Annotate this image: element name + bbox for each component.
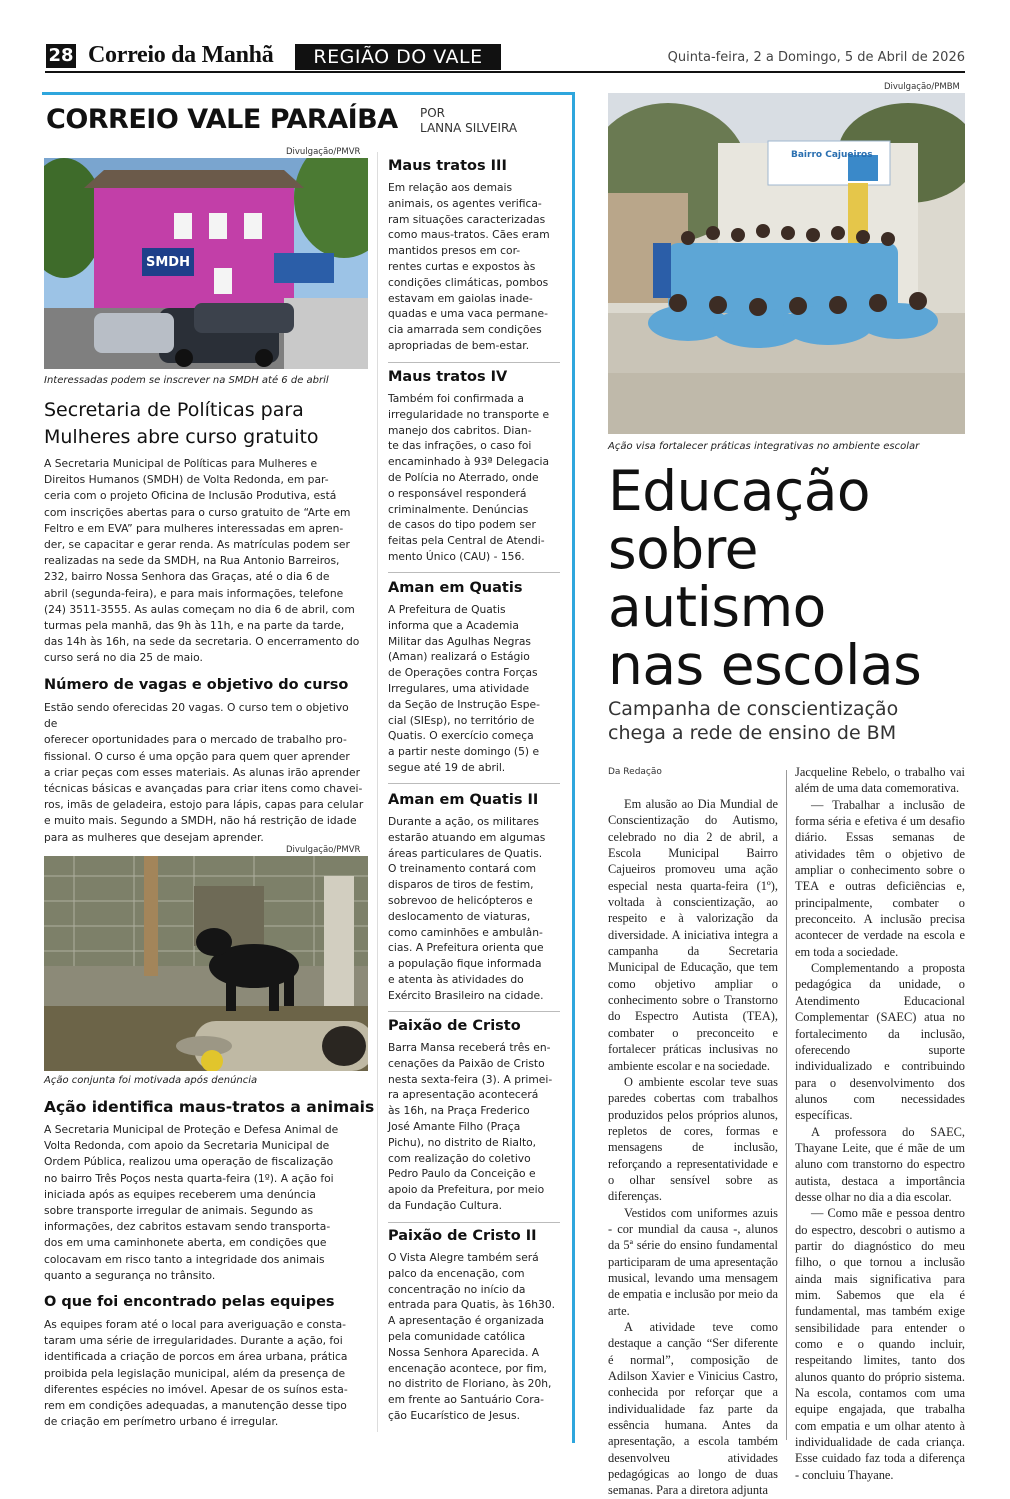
note-body xyxy=(388,602,568,776)
note-line: irregularidade no transporte e xyxy=(388,407,550,421)
note-line: de casos do tipo podem ser xyxy=(388,518,536,532)
note-title: Aman em Quatis xyxy=(388,580,523,596)
note-title: Aman em Quatis II xyxy=(388,792,539,808)
note-line: da Fundação Cultura. xyxy=(388,1198,503,1212)
body-line: informações, dez cabritos estavam sendo transporta- xyxy=(44,1220,331,1234)
note-line: te das infrações, o caso foi xyxy=(388,439,532,453)
body-line: Volta Redonda, com apoio da Secretaria Municipal de xyxy=(44,1139,330,1153)
note-line: criminalmente. Denúncias xyxy=(388,502,529,516)
body-line: rem em condições adequadas, a manutenção desse tipo xyxy=(44,1399,347,1413)
headline-line: autismo xyxy=(608,575,826,639)
column-title: CORREIO VALE PARAÍBA xyxy=(46,104,398,135)
body-line: Ordem Pública, realizou uma operação de fiscalização xyxy=(44,1155,334,1169)
note-line: concentração no início da xyxy=(388,1282,526,1296)
note-line: encaminhado à 93ª Delegacia xyxy=(388,455,550,469)
note-line: Barra Mansa receberá três en- xyxy=(388,1041,551,1054)
article-paragraph: Em alusão ao Dia Mundial de Conscientização do Autismo, celebrado no dia 2 de abril, a Escola Municipal Bairro Cajueiros promoveu uma ação especial nesta quarta-feira (1º), voltada à conscientização, ao respeito e à valorização da diversidade. A iniciativa integra a campanha da Secretaria Municipal de Educação, que tem como objetivo ampliar o conhecimento sobre o Transtorno do Espectro Autista (TEA), combater o preconceito e fortalecer práticas inclusivas no ambiente escolar e na sociedade. xyxy=(608,797,778,1073)
subtitle-line: Campanha de conscientização xyxy=(608,698,899,720)
note-line: com realização do coletivo xyxy=(388,1151,531,1165)
body-line: der, se capacitar e gerar renda. As matrículas podem ser xyxy=(44,538,350,552)
body-line: para as mulheres que desejam aprender. xyxy=(44,830,264,844)
note-line: José Amante Filho (Praça xyxy=(388,1119,521,1133)
note-line: encenação acontece, por fim, xyxy=(388,1361,547,1375)
note-line: Também foi confirmada a xyxy=(388,392,524,405)
note-line: ram situações caracterizadas xyxy=(388,212,546,226)
photo-caption: Interessadas podem se inscrever na SMDH até 6 de abril xyxy=(44,375,329,386)
body-line: identificada a criação de porcos em área urbana, prática xyxy=(44,1350,348,1364)
note-line: Em relação aos demais xyxy=(388,181,513,194)
note-body xyxy=(388,391,568,565)
body-line: turmas pela manhã, das 9h às 11h, e na parte da tarde, xyxy=(44,619,345,633)
article-paragraph: A atividade teve como destaque a canção “Ser diferente é normal”, composição de Adilson Xavier e Vinicius Castro, conhecida por reforçar que a individualidade faz parte da essência humana. Antes da apresentação, a escola também desenvolveu atividades pedagógicas ao longo de duas semanas. Para a diretora adjunta xyxy=(608,1320,778,1498)
story-subhead: Número de vagas e objetivo do curso xyxy=(44,677,349,693)
body-line: e muito mais. Segundo a SMDH, não há restrição de idade xyxy=(44,814,357,828)
note-body xyxy=(388,1040,568,1214)
article-paragraph: Jacqueline Rebelo, o trabalho vai além de uma data comemorativa. xyxy=(795,765,965,796)
dog-illustration xyxy=(44,856,368,1071)
article-paragraph: Complementando a proposta pedagógica da unidade, o Atendimento Educacional Complementar (SAEC) atua no fortalecimento da inclusão, oferecendo suporte individualizado e contribuindo para o desenvolvimento dos alunos com necessidades específicas. xyxy=(795,961,965,1123)
note-line: cias. A Prefeitura orienta que xyxy=(388,941,544,955)
section-label: REGIÃO DO VALE xyxy=(295,44,501,70)
note-line: Pichu), no distrito de Rialto, xyxy=(388,1135,537,1149)
note-separator xyxy=(388,362,560,363)
smdh-building-illustration xyxy=(44,158,368,369)
note-line: estavam em gaiolas inade- xyxy=(388,291,533,305)
school-sign-text: Bairro Cajueiros xyxy=(791,150,873,160)
school-photo xyxy=(608,93,965,434)
article-paragraph: Vestidos com uniformes azuis - cor mundial da causa -, alunos da 5ª série do ensino fundamental participaram de uma apresentação musical, levando uma mensagem de empatia e inclusão por meio da arte. xyxy=(608,1205,778,1318)
body-line: (24) 3511-3555. As aulas começam no dia 6 de abril, com xyxy=(44,602,355,616)
story-headline xyxy=(44,397,319,451)
note-line: em frente ao Santuário Cora- xyxy=(388,1393,545,1407)
body-line: realizadas na sede da SMDH, na Rua Antonio Barreiros, xyxy=(44,554,340,568)
article-paragraph: — Trabalhar a inclusão de forma séria e efetiva é um desafio diário. Essas semanas de atividades têm o objetivo de ampliar o conhecimento sobre o TEA e outras deficiências e, principalmente, combater o preconceito. A inclusão precisa acontecer de verdade na escola e em toda a sociedade. xyxy=(795,797,965,959)
main-subtitle xyxy=(608,697,898,745)
note-line: de Polícia no Aterrado, onde xyxy=(388,470,539,484)
body-line: quanto a segurança no trânsito. xyxy=(44,1268,216,1282)
note-line: a população fique informada xyxy=(388,957,542,971)
note-line: Quatis. O exercício começa xyxy=(388,729,534,743)
note-title: Maus tratos III xyxy=(388,158,507,174)
body-line: diferentes espécies no imóvel. Apesar de os suínos esta- xyxy=(44,1382,348,1396)
note-line: mantidos presos em cor- xyxy=(388,244,521,258)
note-line: às 16h, na Praça Frederico xyxy=(388,1104,530,1118)
headline-line: Mulheres abre curso gratuito xyxy=(44,426,319,448)
body-line: com inscrições abertas para o curso gratuito de “Arte em xyxy=(44,505,351,519)
note-line: estarão atuando em algumas xyxy=(388,830,546,844)
note-line: ção Eucarístico de Jesus. xyxy=(388,1408,521,1422)
animal-photo xyxy=(44,856,368,1071)
note-line: Exército Brasileiro na cidade. xyxy=(388,988,544,1002)
note-line: A Prefeitura de Quatis xyxy=(388,603,506,616)
body-line: Direitos Humanos (SMDH) de Volta Redonda, em par- xyxy=(44,473,329,487)
note-line: ra apresentação acontecerá xyxy=(388,1088,539,1102)
note-line: de Operações contra Forças xyxy=(388,666,538,680)
note-line: O treinamento contará com xyxy=(388,862,537,876)
article-author: Da Redação xyxy=(608,767,662,777)
masthead: Correio da Manhã xyxy=(88,42,274,68)
article-paragraph: A professora do SAEC, Thayane Leite, que é mãe de um aluno com transtorno do espectro autista, destaca a importância desse olhar no dia a dia escolar. xyxy=(795,1124,965,1204)
smdh-sign-text: SMDH xyxy=(146,255,190,270)
note-body xyxy=(388,180,568,354)
column-divider xyxy=(377,152,378,1432)
note-line: cia amarrada sem condições xyxy=(388,323,542,337)
body-line: As equipes foram até o local para averiguação e consta- xyxy=(44,1318,346,1331)
body-line: ros, imãs de geladeira, estojo para lápis, capas para celular xyxy=(44,798,364,812)
note-line: como caminhões e ambulân- xyxy=(388,925,543,939)
note-line: e atenta às atividades do xyxy=(388,972,524,986)
students-illustration xyxy=(608,93,965,434)
body-line: iniciada após as equipes receberem uma denúncia xyxy=(44,1187,316,1201)
body-line: fissional. O curso é uma opção para quem quer aprender xyxy=(44,749,350,763)
note-line: cial (SIEsp), no território de xyxy=(388,713,535,727)
main-headline xyxy=(608,459,922,697)
body-line: no bairro Três Poços nesta quarta-feira (1º). A ação foi xyxy=(44,1171,334,1185)
article-paragraph: — Como mãe e pessoa dentro do espectro, descobri o autismo a partir do diagnóstico do meu filho, o que tornou a inclusão ainda mais significativa para mim. Sabemos que ela é fundamental, mas também exige sensibilidade para entender o como e o quando incluir, respeitando limites, tanto dos alunos quanto do próprio sistema. Na escola, contamos com uma equipe engajada, que trabalha com empatia e um olhar atento à individualidade de cada criança. Esse cuidado faz toda a diferença - concluiu Thayane. xyxy=(795,1206,965,1482)
note-line: pela comunidade católica xyxy=(388,1329,526,1343)
photo-credit: Divulgação/PMBM xyxy=(884,82,960,92)
story-subhead: O que foi encontrado pelas equipes xyxy=(44,1294,335,1310)
body-line: colocavam em risco tanto a integridade dos animais xyxy=(44,1252,325,1266)
note-body xyxy=(388,814,568,1004)
note-line: sobrevoo de helicópteros e xyxy=(388,893,533,907)
body-line: abril (segunda-feira), e para mais informações, telefone xyxy=(44,586,344,600)
article-column-1 xyxy=(608,796,778,1498)
note-line: O Vista Alegre também será xyxy=(388,1251,539,1264)
body-line: proibida pela legislação municipal, além da presença de xyxy=(44,1366,346,1380)
body-line: taram uma série de irregularidades. Durante a ação, foi xyxy=(44,1334,343,1348)
column-byline xyxy=(420,106,517,136)
header-rule xyxy=(45,71,965,73)
note-line: entrada para Quatis, às 16h30. xyxy=(388,1298,556,1312)
headline-line: nas escolas xyxy=(608,633,922,697)
byline-author: LANNA SILVEIRA xyxy=(420,121,518,135)
story-body xyxy=(44,1122,364,1284)
note-line: Nossa Senhora Aparecida. A xyxy=(388,1345,540,1359)
note-line: como maus-tratos. Cães eram xyxy=(388,228,550,242)
note-line: quadas e uma vaca permane- xyxy=(388,307,548,321)
note-line: mento Único (CAU) - 156. xyxy=(388,549,525,563)
page-number: 28 xyxy=(46,44,76,68)
note-line: manejo dos cabritos. Dian- xyxy=(388,423,532,437)
story-headline: Ação identifica maus-tratos a animais xyxy=(44,1098,375,1116)
note-separator xyxy=(388,1222,560,1223)
note-line: disparos de tiros de festim, xyxy=(388,878,534,892)
note-line: no distrito de Floriano, às 20h, xyxy=(388,1377,552,1391)
note-line: Militar das Agulhas Negras xyxy=(388,634,531,648)
note-line: feitas pela Central de Atendi- xyxy=(388,534,545,548)
body-line: dos em uma caminhonete aberta, em condições que xyxy=(44,1236,327,1250)
note-line: a partir neste domingo (5) e xyxy=(388,745,540,759)
body-line: Estão sendo oferecidas 20 vagas. O curso tem o objetivo de xyxy=(44,701,349,731)
note-title: Paixão de Cristo xyxy=(388,1018,521,1034)
photo-caption: Ação conjunta foi motivada após denúncia xyxy=(44,1075,258,1086)
note-separator xyxy=(388,1011,560,1012)
note-line: segue até 19 de abril. xyxy=(388,760,506,774)
body-line: sobre transporte irregular de animais. Segundo as xyxy=(44,1204,314,1218)
article-column-2 xyxy=(795,764,965,1482)
note-line: condições climáticas, pombos xyxy=(388,275,549,289)
note-line: palco da encenação, com xyxy=(388,1266,525,1280)
headline-line: Educação xyxy=(608,459,871,523)
note-line: informa que a Academia xyxy=(388,618,519,632)
body-line: ceria com o projeto Oficina de Inclusão Produtiva, está xyxy=(44,489,337,503)
photo-caption: Ação visa fortalecer práticas integrativas no ambiente escolar xyxy=(608,441,920,452)
note-line: animais, os agentes verifica- xyxy=(388,196,542,210)
note-line: Pedro Paulo da Conceição e xyxy=(388,1167,536,1181)
note-line: apoio da Prefeitura, por meio xyxy=(388,1183,545,1197)
body-line: A Secretaria Municipal de Políticas para Mulheres e xyxy=(44,457,318,470)
body-line: curso será no dia 25 de maio. xyxy=(44,651,203,665)
note-line: deslocamento de viaturas, xyxy=(388,909,531,923)
byline-label: POR xyxy=(420,106,446,120)
body-line: 232, bairro Nossa Senhora das Graças, até o dia 6 de xyxy=(44,570,330,584)
photo-credit: Divulgação/PMVR xyxy=(286,845,361,855)
note-line: (Aman) realizará o Estágio xyxy=(388,650,530,664)
note-line: Durante a ação, os militares xyxy=(388,815,540,828)
headline-line: sobre xyxy=(608,517,758,581)
note-separator xyxy=(388,783,560,784)
note-line: A apresentação é organizada xyxy=(388,1314,545,1328)
body-line: de criação em perímetro urbano é irregular. xyxy=(44,1415,279,1429)
story-body xyxy=(44,1317,364,1430)
body-line: A Secretaria Municipal de Proteção e Defesa Animal de xyxy=(44,1123,339,1136)
note-title: Maus tratos IV xyxy=(388,369,508,385)
body-line: a criar peças com esses materiais. As alunas irão aprender xyxy=(44,765,361,779)
note-separator xyxy=(388,572,560,573)
edition-date: Quinta-feira, 2 a Domingo, 5 de Abril de 2026 xyxy=(667,50,965,65)
note-line: apropriadas de bem-estar. xyxy=(388,338,530,352)
body-line: das 14h às 16h, na sede da secretaria. O encerramento do xyxy=(44,635,360,649)
headline-line: Secretaria de Políticas para xyxy=(44,399,304,421)
note-line: da Seção de Instrução Espe- xyxy=(388,697,540,711)
photo-credit: Divulgação/PMVR xyxy=(286,147,361,157)
note-line: cenações da Paixão de Cristo xyxy=(388,1056,545,1070)
smdh-building-photo xyxy=(44,158,368,369)
note-line: áreas particulares de Quatis. xyxy=(388,846,543,860)
note-body xyxy=(388,1250,568,1424)
note-line: rentes curtas e expostos às xyxy=(388,259,536,273)
note-line: nesta sexta-feira (3). A primei- xyxy=(388,1072,553,1086)
note-line: Irregulares, uma atividade xyxy=(388,681,530,695)
note-title: Paixão de Cristo II xyxy=(388,1228,537,1244)
article-paragraph: O ambiente escolar teve suas paredes cobertas com trabalhos produzidos pelos próprios alunos, repletos de cores, formas e mensagens de inclusão, reforçando a representatividade e o olhar sensível sobre as diferenças. xyxy=(608,1074,778,1204)
body-line: oferecer oportunidades para o mercado de trabalho pro- xyxy=(44,733,347,747)
note-line: o responsável responderá xyxy=(388,486,527,500)
body-line: técnicas básicas e avançadas para criar itens como chavei- xyxy=(44,782,363,796)
article-column-rule xyxy=(786,770,787,1440)
story-body xyxy=(44,456,364,667)
story-body xyxy=(44,700,364,846)
body-line: Feltro e em EVA” para mulheres interessadas em apren- xyxy=(44,521,344,535)
subtitle-line: chega a rede de ensino de BM xyxy=(608,722,897,744)
